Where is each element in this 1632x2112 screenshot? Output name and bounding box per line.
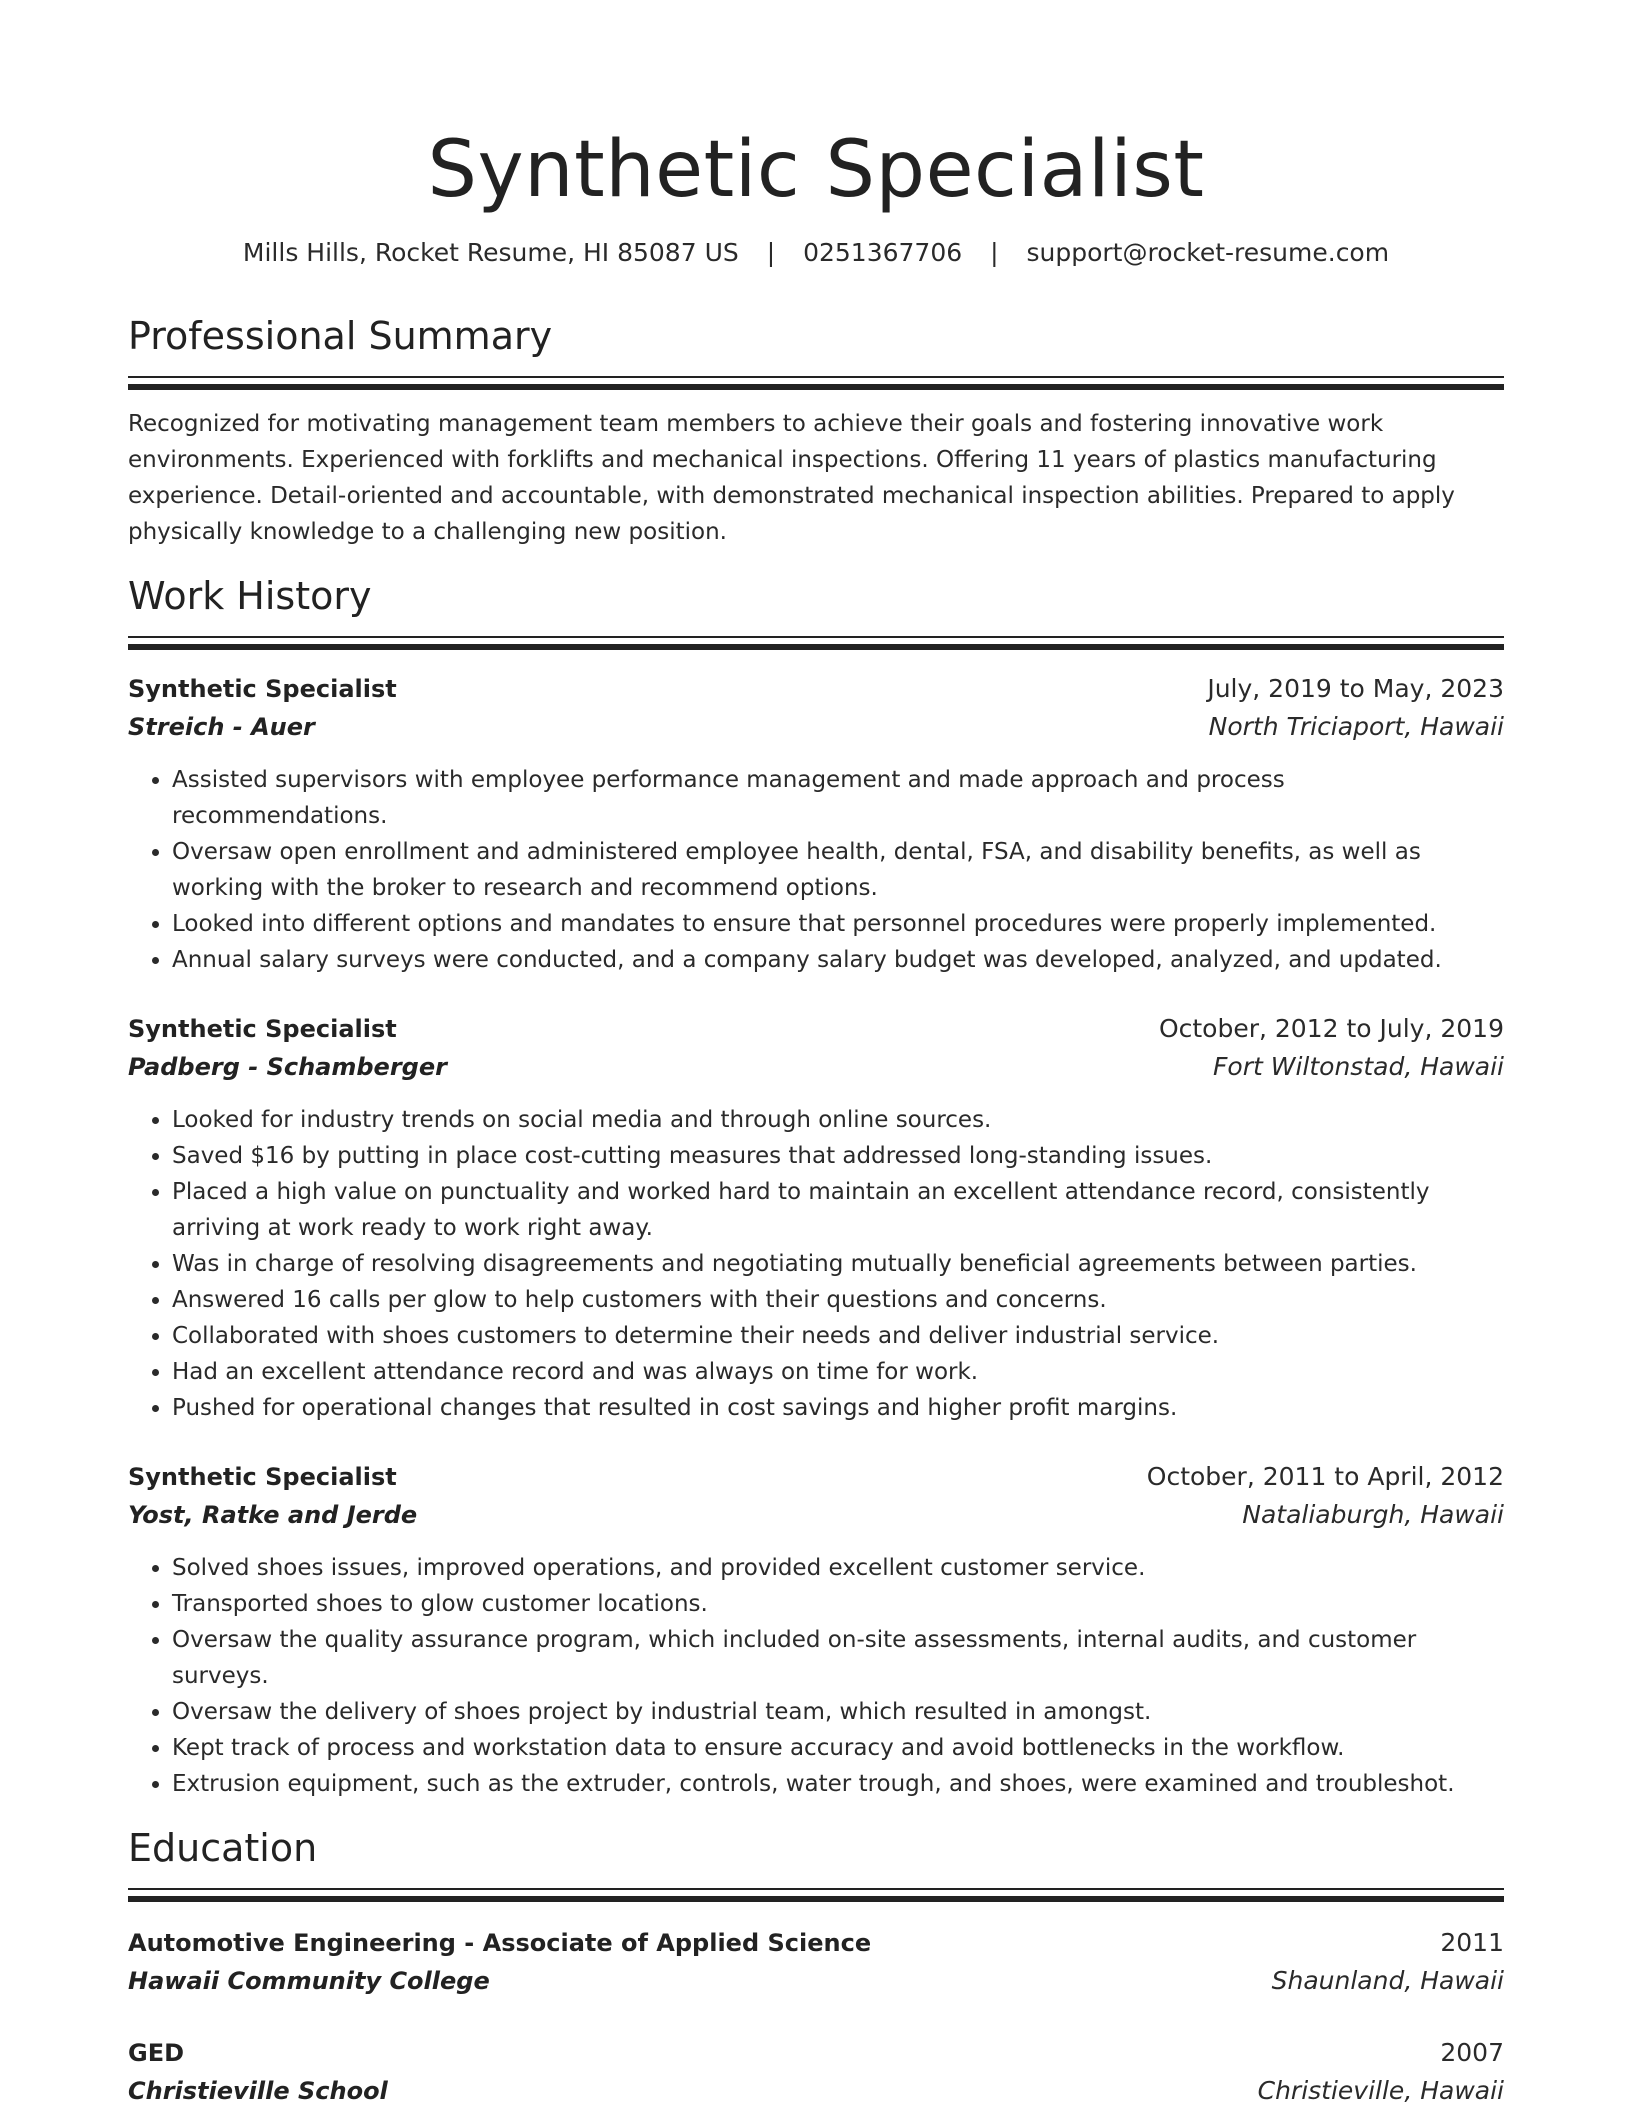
contact-email: support@rocket-resume.com xyxy=(1026,238,1390,267)
education-school: Christieville School xyxy=(128,2077,388,2105)
job-bullet: • Extrusion equipment, such as the extruder, controls, water trough, and shoes, were examined and troubleshot. xyxy=(172,1766,1504,1802)
education-entry xyxy=(128,1924,1504,2000)
job-bullet: • Had an excellent attendance record and was always on time for work. xyxy=(172,1354,1504,1390)
summary-section xyxy=(128,312,1504,550)
education-section xyxy=(128,1824,1504,2110)
job-location: North Triciaport, Hawaii xyxy=(1208,712,1504,741)
contact-address: Mills Hills, Rocket Resume, HI 85087 US xyxy=(242,238,739,267)
contact-separator: | xyxy=(990,238,999,267)
education-heading: Education xyxy=(128,1826,318,1870)
job-location: Fort Wiltonstad, Hawaii xyxy=(1213,1052,1504,1081)
resume-page xyxy=(128,0,1504,2110)
summary-text: Recognized for motivating management team members to achieve their goals and fostering innovative work environments. Experienced with forklifts and mechanical inspections. Offering 11 years of plastics manufacturing experience. Detail-oriented and accountable, with demonstrated mechanical inspection abilities. Prepared to apply physically knowledge to a challenging new position. xyxy=(128,411,1455,545)
job-bullet: • Looked for industry trends on social media and through online sources. xyxy=(172,1102,1504,1138)
job-bullets xyxy=(128,762,1504,978)
work-history-heading: Work History xyxy=(128,574,372,618)
job-bullet: • Oversaw open enrollment and administered employee health, dental, FSA, and disability benefits, as well as working with the broker to research and recommend options. xyxy=(172,834,1504,906)
education-degree: GED xyxy=(128,2039,185,2067)
job-location: Nataliaburgh, Hawaii xyxy=(1242,1500,1504,1529)
job-bullet: • Saved $16 by putting in place cost-cutting measures that addressed long-standing issues. xyxy=(172,1138,1504,1174)
job-bullet: • Pushed for operational changes that resulted in cost savings and higher profit margins. xyxy=(172,1390,1504,1426)
job-bullet: • Annual salary surveys were conducted, and a company salary budget was developed, analyzed, and updated. xyxy=(172,942,1504,978)
job-title: Synthetic Specialist xyxy=(128,1463,397,1491)
work-history-section xyxy=(128,572,1504,1802)
education-degree: Automotive Engineering - Associate of Applied Science xyxy=(128,1929,872,1957)
job-title: Synthetic Specialist xyxy=(128,1015,397,1043)
section-rule xyxy=(128,1888,1504,1902)
job-bullet: • Solved shoes issues, improved operations, and provided excellent customer service. xyxy=(172,1550,1504,1586)
job-bullet: • Transported shoes to glow customer locations. xyxy=(172,1586,1504,1622)
job-dates: July, 2019 to May, 2023 xyxy=(1207,674,1504,703)
job-entry xyxy=(128,1010,1504,1426)
education-school: Hawaii Community College xyxy=(128,1967,490,1995)
job-bullet: • Kept track of process and workstation data to ensure accuracy and avoid bottlenecks in the workflow. xyxy=(172,1730,1504,1766)
job-bullet: • Answered 16 calls per glow to help customers with their questions and concerns. xyxy=(172,1282,1504,1318)
job-dates: October, 2011 to April, 2012 xyxy=(1146,1462,1504,1491)
education-entry xyxy=(128,2034,1504,2110)
summary-heading: Professional Summary xyxy=(128,314,553,358)
contact-line xyxy=(128,236,1504,270)
job-bullet: • Placed a high value on punctuality and worked hard to maintain an excellent attendance record, consistently arriving at work ready to work right away. xyxy=(172,1174,1504,1246)
job-bullet: • Was in charge of resolving disagreements and negotiating mutually beneficial agreements between parties. xyxy=(172,1246,1504,1282)
job-bullets xyxy=(128,1550,1504,1802)
education-year: 2011 xyxy=(1440,1928,1504,1957)
contact-phone: 0251367706 xyxy=(803,238,963,267)
job-title: Synthetic Specialist xyxy=(128,675,397,703)
job-company: Streich - Auer xyxy=(128,713,315,741)
education-year: 2007 xyxy=(1440,2038,1504,2067)
education-location: Shaunland, Hawaii xyxy=(1271,1966,1504,1995)
education-location: Christieville, Hawaii xyxy=(1257,2076,1504,2105)
section-rule xyxy=(128,376,1504,390)
job-bullet: • Oversaw the quality assurance program, which included on-site assessments, internal audits, and customer surveys. xyxy=(172,1622,1504,1694)
job-bullet: • Looked into different options and mandates to ensure that personnel procedures were properly implemented. xyxy=(172,906,1504,942)
job-entry xyxy=(128,670,1504,978)
job-entry xyxy=(128,1458,1504,1802)
job-company: Padberg - Schamberger xyxy=(128,1053,447,1081)
job-bullet: • Oversaw the delivery of shoes project by industrial team, which resulted in amongst. xyxy=(172,1694,1504,1730)
contact-separator: | xyxy=(766,238,776,267)
job-bullet: • Collaborated with shoes customers to determine their needs and deliver industrial service. xyxy=(172,1318,1504,1354)
job-bullets xyxy=(128,1102,1504,1426)
job-dates: October, 2012 to July, 2019 xyxy=(1158,1014,1504,1043)
section-rule xyxy=(128,636,1504,650)
candidate-name: Synthetic Specialist xyxy=(427,125,1205,215)
job-bullet: • Assisted supervisors with employee performance management and made approach and process recommendations. xyxy=(172,762,1504,834)
job-company: Yost, Ratke and Jerde xyxy=(128,1501,418,1529)
